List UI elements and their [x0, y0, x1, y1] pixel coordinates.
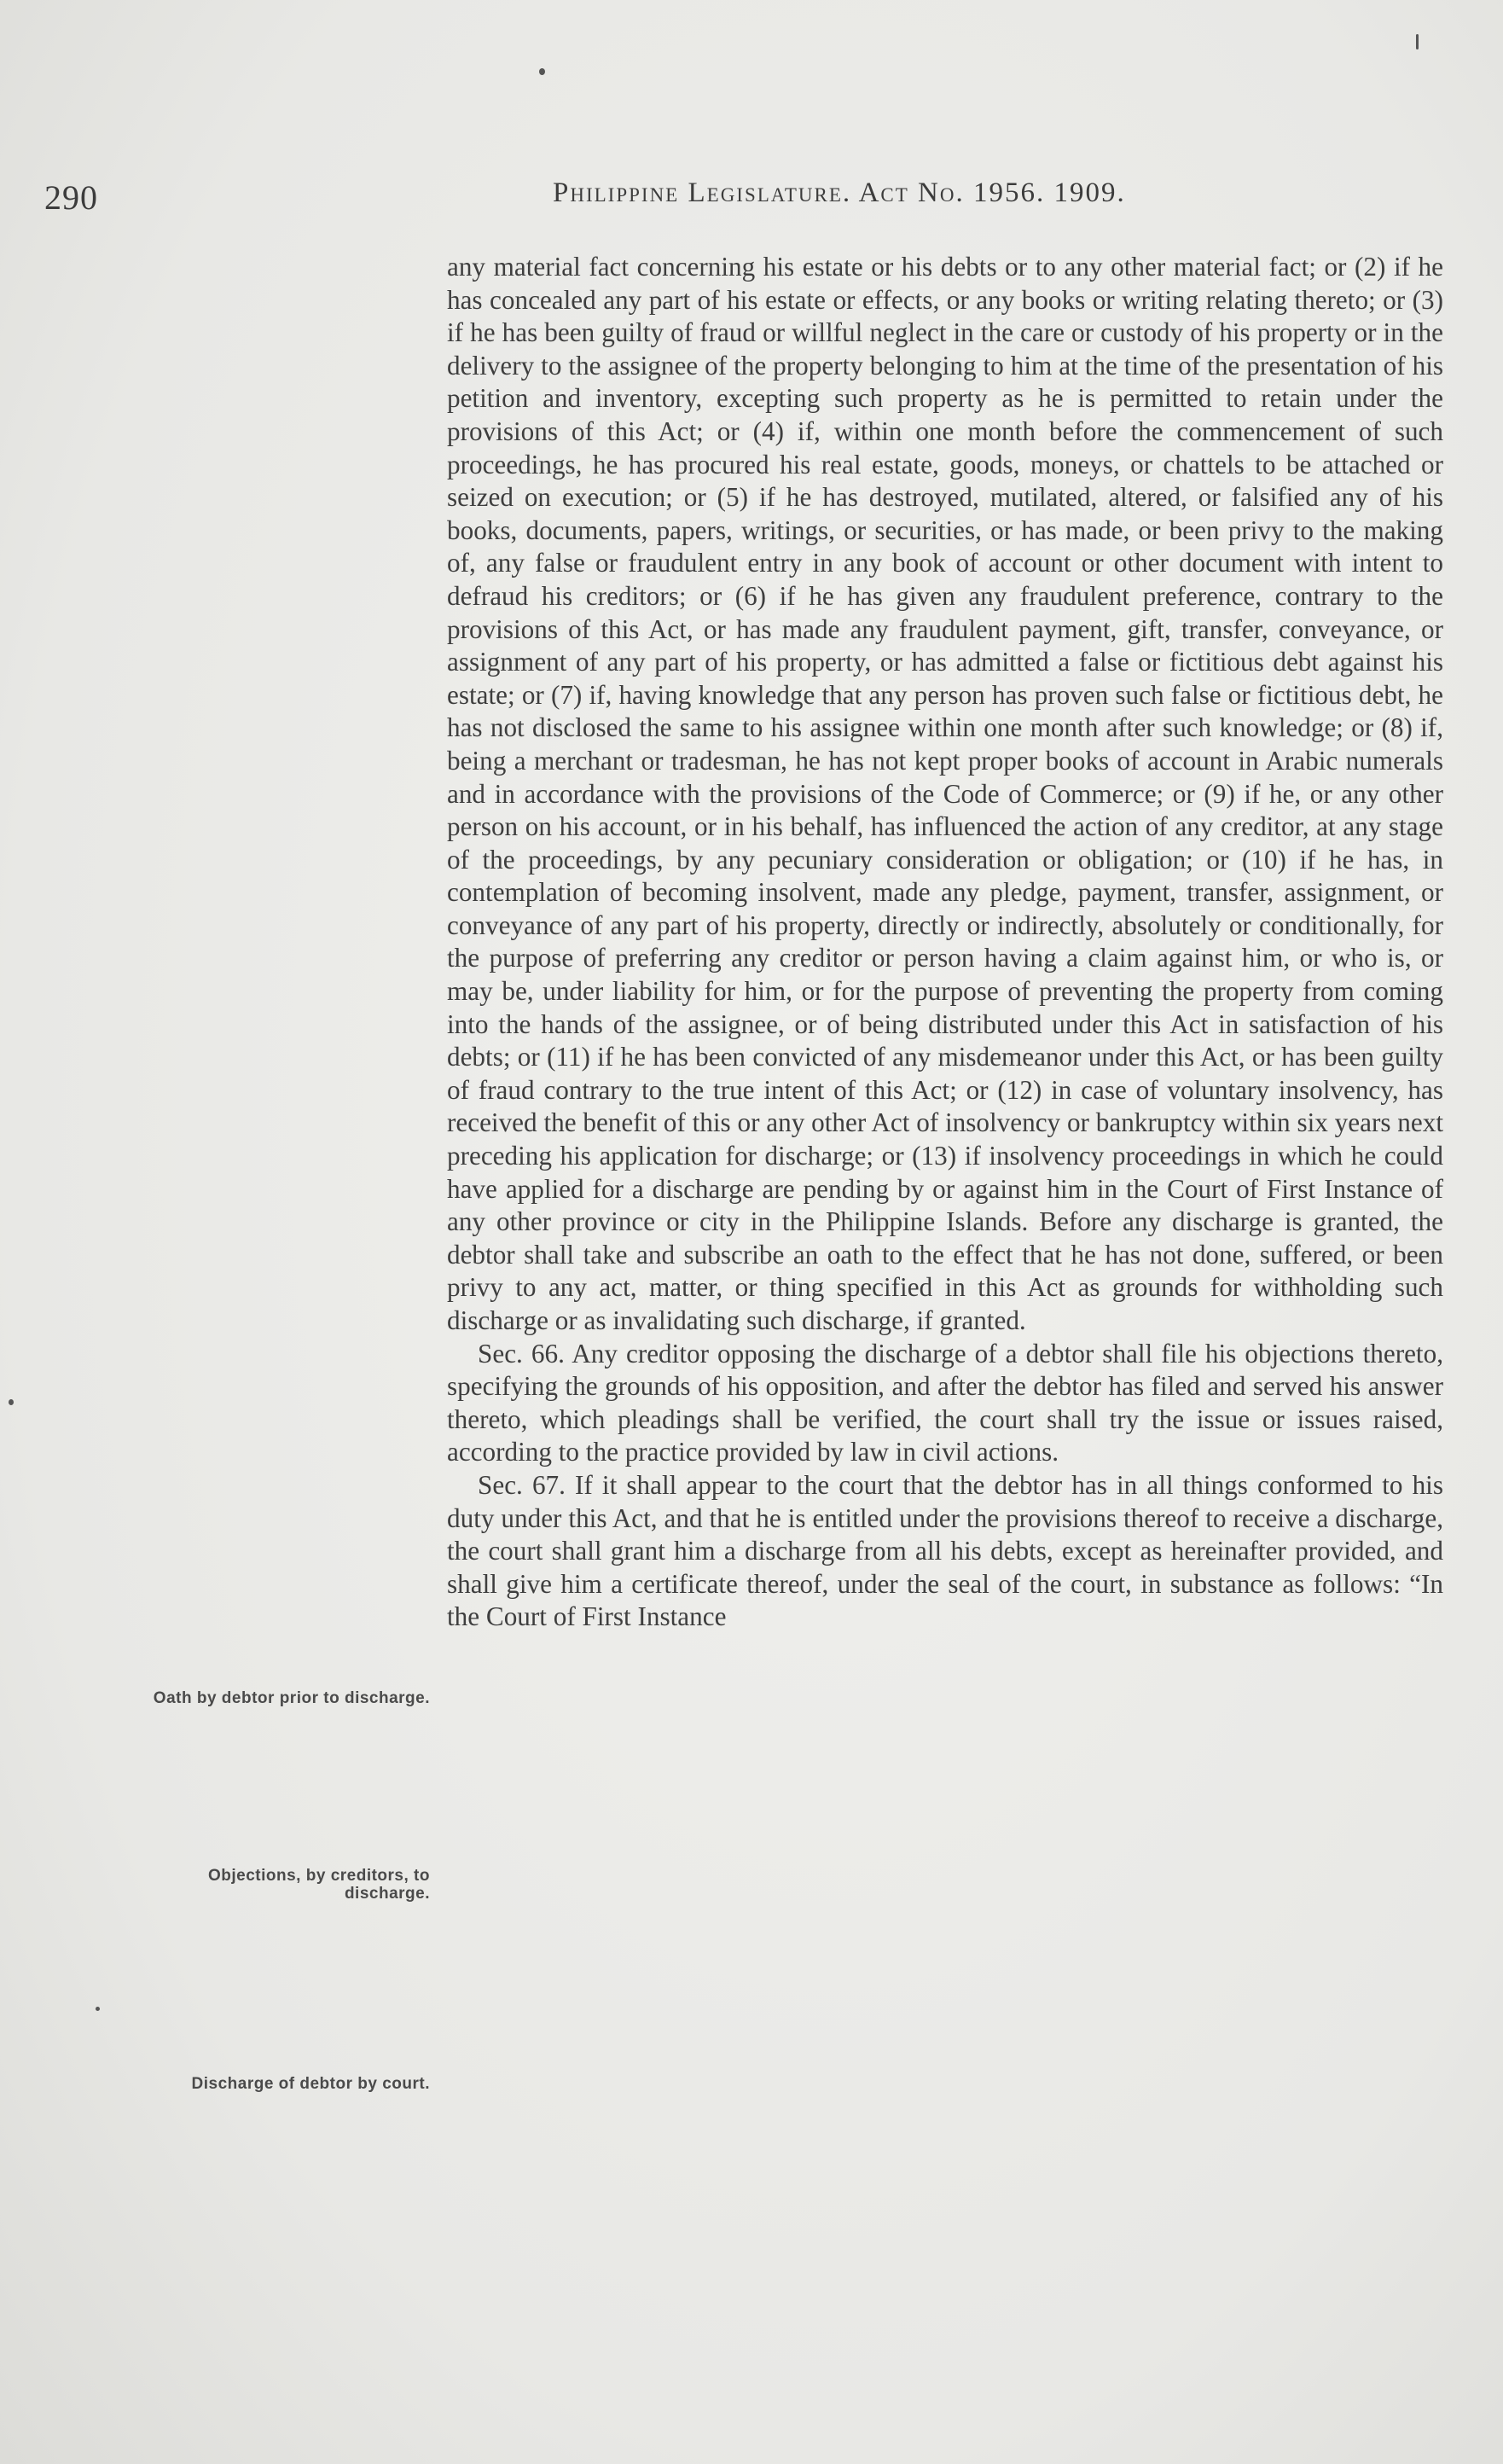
paragraph-section-66: Sec. 66. Any creditor opposing the discharge of a debtor shall file his objections thereto, specifying the grounds of his opposition, and after the debtor has filed and served his answer thereto, which pleadings shall be verified, the court shall try the issue or issues raised, according to the practice provided by law in civil actions.: [447, 1338, 1443, 1467]
paragraph-grounds-for-withholding: any material fact concerning his estate or his debts or to any other material fact; or (2) if he has concealed any part of his estate or effects, or any books or writing relating thereto; or (3) if he has been guilty of fraud or willful neglect in the care or custody of his property or in the delivery to the assignee of the property belonging to him at the time of the presentation of his petition and inventory, excepting such property as he is permitted to retain under the provisions of this Act; or (4) if, within one month before the commencement of such proceedings, he has procured his real estate, goods, moneys, or chattels to be attached or seized on execution; or (5) if he has destroyed, mutilated, altered, or falsified any of his books, documents, papers, writings, or securities, or has made, or been privy to the making of, any false or fraudulent entry in any book of account or other document with intent to defraud his creditors; or (6) if he has given any fraudulent preference, contrary to the provisions of this Act, or has made any fraudulent payment, gift, transfer, conveyance, or assignment of any part of his property, or has admitted a false or fictitious debt against his estate; or (7) if, having knowledge that any person has proven such false or fictitious debt, he has not disclosed the same to his assignee within one month after such knowledge; or (8) if, being a merchant or tradesman, he has not kept proper books of account in Arabic numerals and in accordance with the provisions of the Code of Commerce; or (9) if he, or any other person on his account, or in his behalf, has influenced the action of any creditor, at any stage of the proceedings, by any pecuniary consideration or obligation; or (10) if he has, in contemplation of becoming insolvent, made any pledge, payment, transfer, assignment, or conveyance of any part of his property, directly or indirectly, absolutely or conditionally, for the purpose of preferring any creditor or person having a claim against him, or who is, or may be, under liability for him, or for the purpose of preventing the property from coming into the hands of the assignee, or of being distributed under this Act in satisfaction of his debts; or (11) if he has been convicted of any misdemeanor under this Act, or has been guilty of fraud contrary to the true intent of this Act; or (12) in case of voluntary insolvency, has received the benefit of this or any other Act of insolvency or bankruptcy within six years next preceding his application for discharge; or (13) if insolvency proceedings in which he could have applied for a discharge are pending by or against him in the Court of First Instance of any other province or city in the Philippine Islands. Before any discharge is granted, the debtor shall take and subscribe an oath to the effect that he has not done, suffered, or been privy to any act, matter, or thing specified in this Act as grounds for withholding such discharge or as invalidating such discharge, if granted.: [447, 252, 1443, 1335]
body-text: [447, 251, 1443, 1634]
running-head: Philippine Legislature. Act No. 1956. 1909.: [553, 177, 1126, 208]
margin-note-discharge: Discharge of debtor by court.: [191, 2075, 430, 2093]
ink-speck: [539, 68, 545, 75]
margin-note-objections: Objections, by creditors, to discharge.: [208, 1867, 430, 1903]
page-number: 290: [44, 178, 98, 217]
paragraph-section-67: Sec. 67. If it shall appear to the court that the debtor has in all things conformed to his duty under this Act, and that he is entitled under the provisions thereof to receive a discharge, the court shall grant him a discharge from all his debts, except as hereinafter provided, and shall give him a certificate thereof, under the seal of the court, in substance as follows: “In the Court of First Instance: [447, 1469, 1443, 1632]
ink-speck: [1416, 34, 1419, 49]
ink-speck: [96, 2007, 100, 2011]
margin-note-oath: Oath by debtor prior to discharge.: [153, 1689, 430, 1707]
ink-speck: [9, 1399, 14, 1405]
